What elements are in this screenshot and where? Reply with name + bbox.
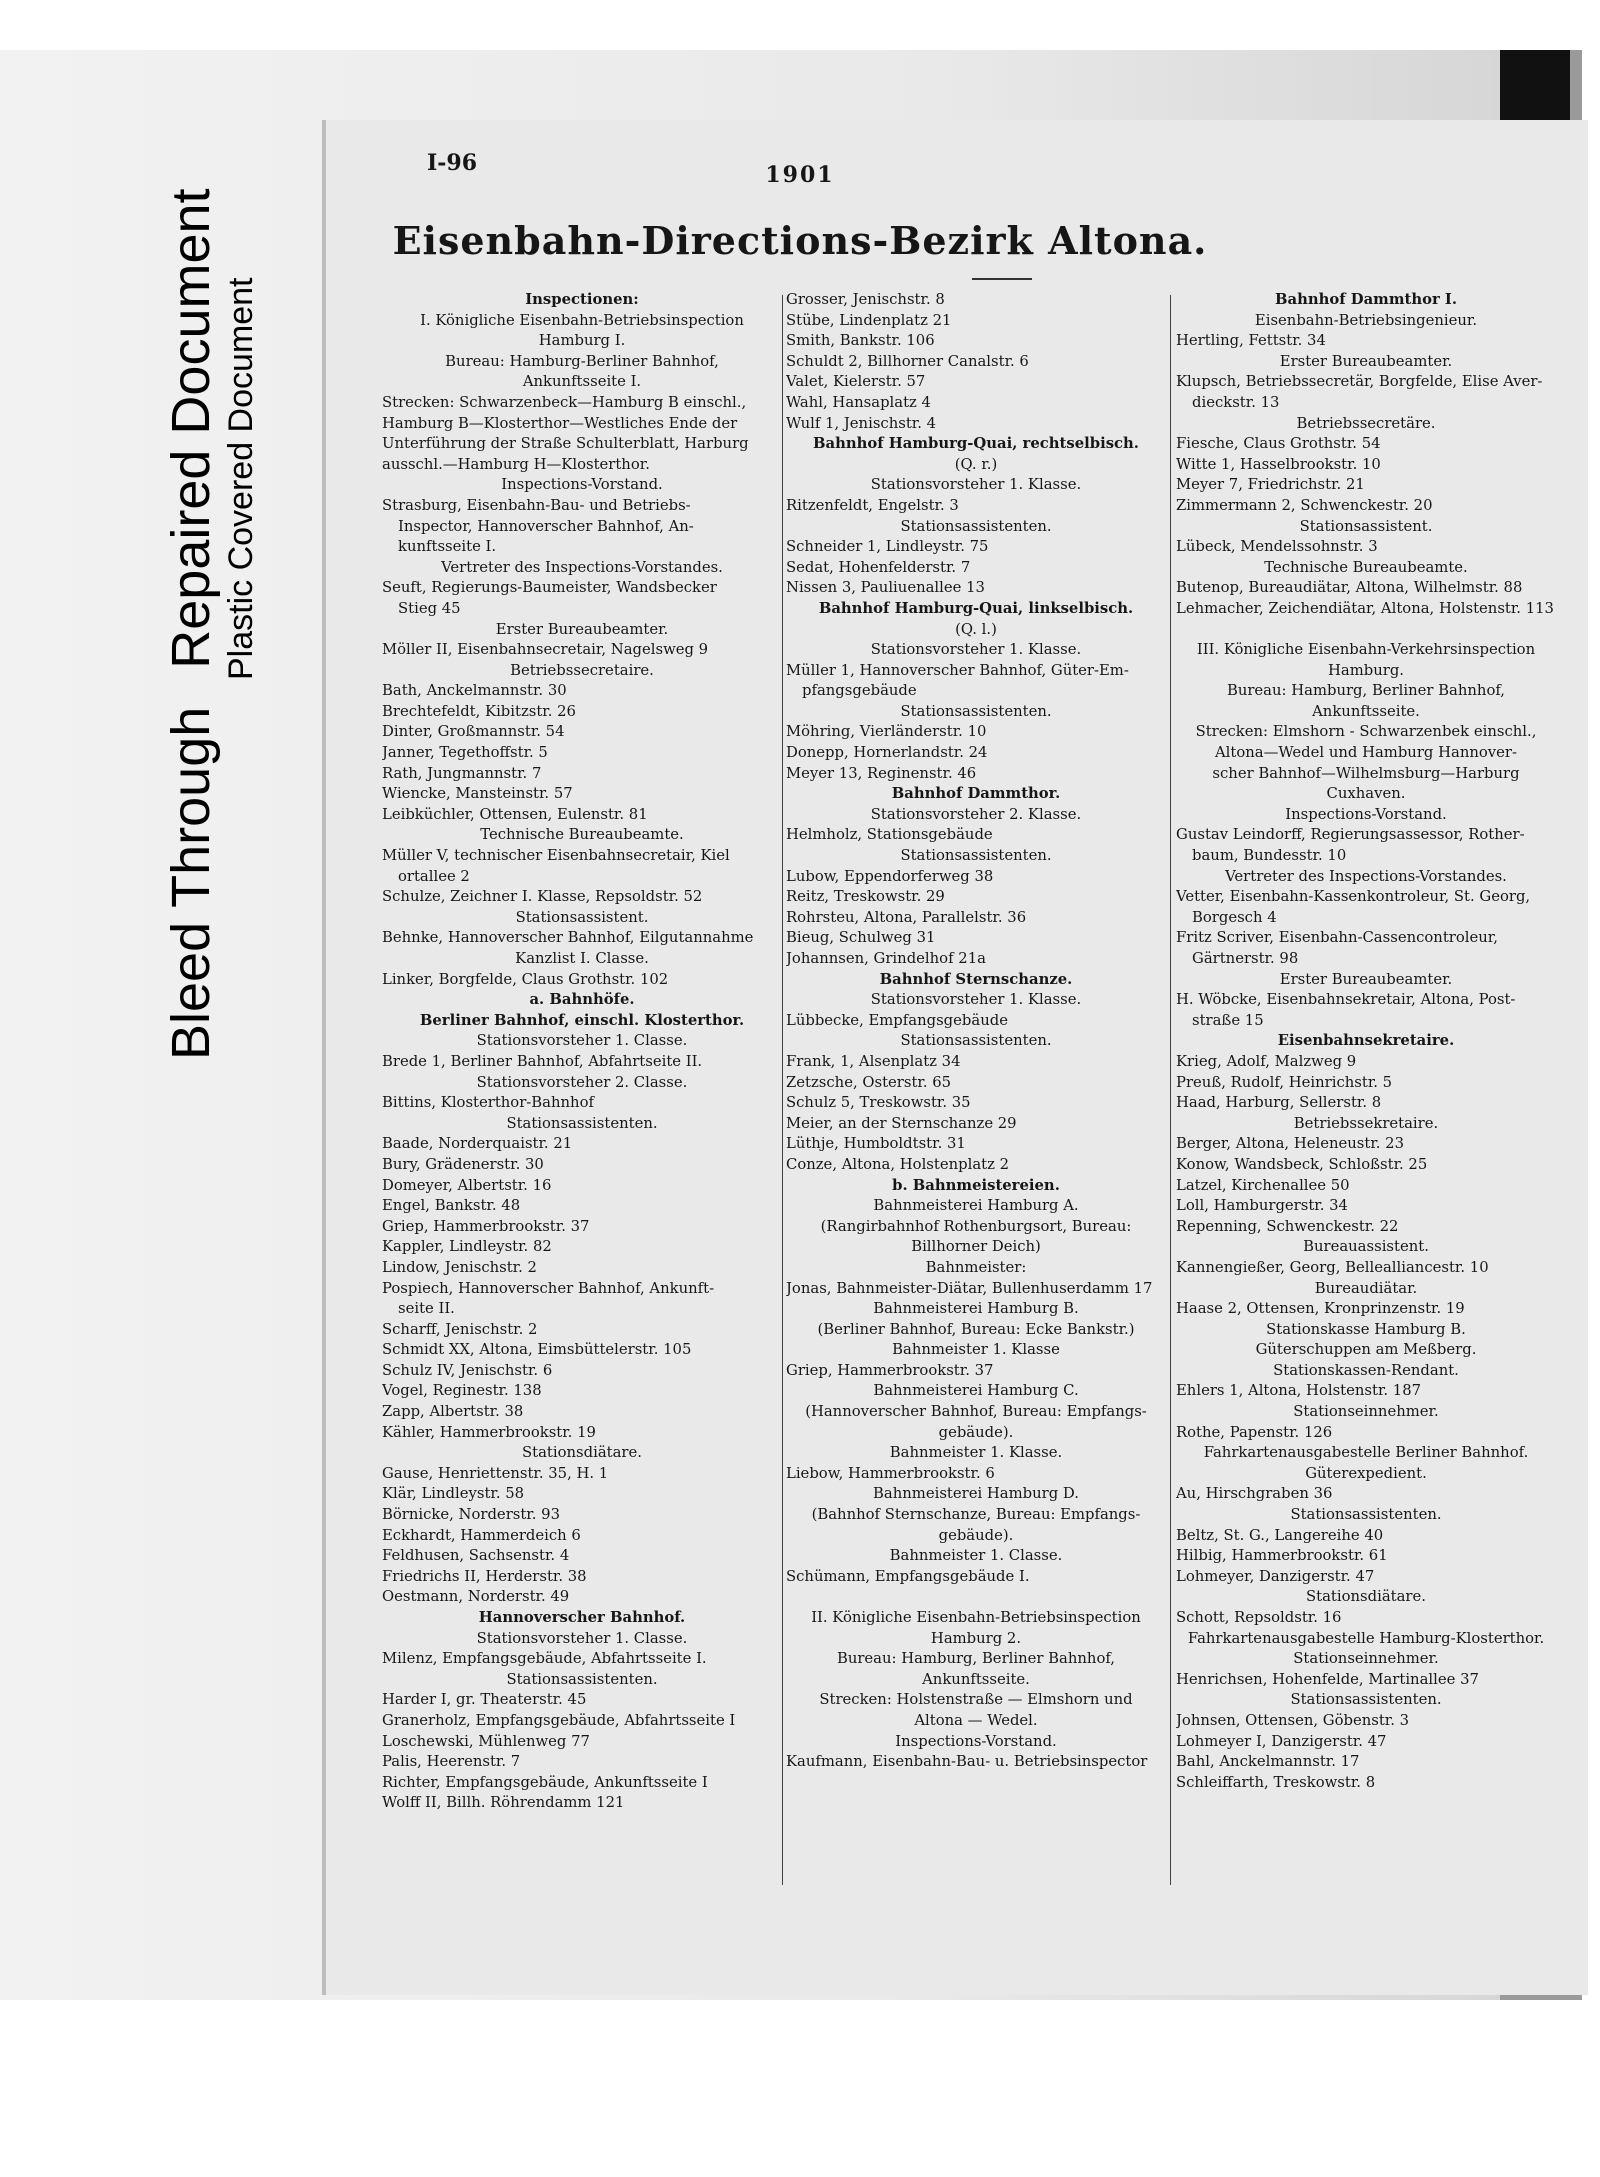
entry-line: Feldhusen, Sachsenstr. 4	[382, 1547, 570, 1565]
entry-line: Ritzenfeldt, Engelstr. 3	[786, 496, 959, 514]
entry-line: Zetzsche, Osterstr. 65	[786, 1073, 952, 1091]
entry-line: Klär, Lindleystr. 58	[382, 1485, 525, 1503]
subheading-line: Hamburg.	[1327, 661, 1404, 679]
entry-line: Repenning, Schwenckestr. 22	[1176, 1217, 1399, 1235]
entry-line: Sedat, Hohenfelderstr. 7	[786, 558, 971, 576]
entry-line: Inspector, Hannoverscher Bahnhof, An-	[398, 517, 694, 535]
entry-line: Henrichsen, Hohenfelde, Martinallee 37	[1176, 1670, 1479, 1688]
subheading-line: Betriebssecretaire.	[510, 661, 654, 679]
subheading-line: gebäude).	[938, 1526, 1014, 1544]
subheading-line: Stationsvorsteher 1. Klasse.	[870, 641, 1082, 659]
page-number: I-96	[427, 150, 478, 176]
subheading-line: Vertreter des Inspections-Vorstandes.	[1225, 867, 1507, 885]
entry-line: Möller II, Eisenbahnsecretair, Nagelsweg 9	[382, 641, 709, 659]
subheading-line: Ankunftsseite I.	[522, 373, 642, 391]
subheading-line: Stationseinnehmer.	[1293, 1650, 1439, 1668]
subheading-line: Bahnmeisterei Hamburg C.	[873, 1382, 1079, 1400]
entry-line: Butenop, Bureaudiätar, Altona, Wilhelmstr. 88	[1176, 579, 1523, 597]
entry-line: Schmidt XX, Altona, Eimsbüttelerstr. 105	[382, 1341, 692, 1359]
entry-line: Schuldt 2, Billhorner Canalstr. 6	[786, 352, 1029, 370]
entry-line: Smith, Bankstr. 106	[786, 332, 935, 350]
subheading-line: Ankunftsseite.	[922, 1670, 1030, 1688]
entry-line: Borgesch 4	[1192, 908, 1277, 926]
entry-line: Loschewski, Mühlenweg 77	[382, 1732, 590, 1750]
subheading-line: Kanzlist I. Classe.	[515, 950, 649, 967]
section-heading: b. Bahnmeistereien.	[892, 1176, 1060, 1194]
entry-line: Johnsen, Ottensen, Göbenstr. 3	[1176, 1711, 1410, 1729]
subheading-line: Stationsassistenten.	[506, 1670, 658, 1688]
section-heading: a. Bahnhöfe.	[529, 991, 635, 1009]
entry-line: Grosser, Jenischstr. 8	[786, 291, 945, 308]
entry-line: Kähler, Hammerbrookstr. 19	[382, 1423, 596, 1441]
subheading-line: Stationsassistenten.	[900, 517, 1052, 535]
entry-line	[786, 1587, 1166, 1608]
entry-line: Strasburg, Eisenbahn-Bau- und Betriebs-	[382, 496, 691, 514]
subheading-line: Technische Bureaubeamte.	[480, 826, 684, 844]
subheading-line: Bureauassistent.	[1303, 1238, 1429, 1256]
entry-line: Milenz, Empfangsgebäude, Abfahrtsseite I.	[382, 1650, 707, 1668]
subheading-line: Bahnmeister 1. Klasse	[892, 1341, 1060, 1359]
section-heading: Hannoverscher Bahnhof.	[478, 1609, 686, 1626]
entry-line: Granerholz, Empfangsgebäude, Abfahrtsseite I	[382, 1711, 736, 1729]
subheading-line: I. Königliche Eisenbahn-Betriebsinspection	[420, 311, 744, 329]
subheading-line: Stationsdiätare.	[1306, 1588, 1426, 1606]
entry-line: Müller 1, Hannoverscher Bahnhof, Güter-Em-	[786, 661, 1129, 679]
entry-line: Eckhardt, Hammerdeich 6	[382, 1526, 581, 1544]
subheading-line: Bahnmeisterei Hamburg B.	[873, 1300, 1079, 1318]
subheading-line: Stationsassistenten.	[1290, 1506, 1442, 1524]
entry-line: Wahl, Hansaplatz 4	[786, 393, 931, 411]
page-title: Eisenbahn-Directions-Bezirk Altona.	[392, 218, 1208, 263]
entry-line: Beltz, St. G., Langereihe 40	[1176, 1526, 1384, 1544]
text-column-right	[1176, 290, 1556, 1793]
subheading-line: Bahnmeisterei Hamburg D.	[873, 1485, 1079, 1503]
label-bleed-through: Bleed Through	[160, 706, 221, 1060]
entry-line: Ehlers 1, Altona, Holstenstr. 187	[1176, 1382, 1422, 1400]
entry-line: Johannsen, Grindelhof 21a	[786, 950, 986, 967]
subheading-line: Inspections-Vorstand.	[501, 476, 663, 494]
entry-line: Schleiffarth, Treskowstr. 8	[1176, 1773, 1376, 1791]
subheading-line: Bahnmeister:	[925, 1258, 1027, 1276]
section-heading: Bahnhof Hamburg-Quai, rechtselbisch.	[813, 435, 1139, 453]
subheading-line: Güterschuppen am Meßberg.	[1255, 1341, 1477, 1359]
entry-line: Bath, Anckelmannstr. 30	[382, 682, 567, 700]
entry-line: Preuß, Rudolf, Heinrichstr. 5	[1176, 1073, 1393, 1091]
entry-line: Wolff II, Billh. Röhrendamm 121	[382, 1794, 625, 1812]
subheading-line: Stationseinnehmer.	[1293, 1403, 1439, 1421]
subheading-line: Bureaudiätar.	[1314, 1279, 1418, 1297]
entry-line: ausschl.—Hamburg H—Klosterthor.	[382, 455, 650, 473]
subheading-line: Bahnmeister 1. Klasse.	[889, 1444, 1063, 1462]
text-column-left	[382, 290, 782, 1814]
subheading-line: Strecken: Holstenstraße — Elmshorn und	[819, 1691, 1133, 1709]
entry-line: Jonas, Bahnmeister-Diätar, Bullenhuserdamm 17	[786, 1279, 1153, 1297]
entry-line: Loll, Hamburgerstr. 34	[1176, 1197, 1348, 1215]
subheading-line: Fahrkartenausgabestelle Berliner Bahnhof.	[1203, 1444, 1529, 1462]
subheading-line: II. Königliche Eisenbahn-Betriebsinspection	[811, 1609, 1141, 1626]
entry-line: Richter, Empfangsgebäude, Ankunftsseite I	[382, 1773, 708, 1791]
entry-line: Lehmacher, Zeichendiätar, Altona, Holstenstr. 113	[1176, 599, 1554, 617]
entry-line: H. Wöbcke, Eisenbahnsekretair, Altona, Post-	[1176, 991, 1516, 1009]
entry-line: pfangsgebäude	[802, 682, 917, 700]
subheading-line: Vertreter des Inspections-Vorstandes.	[441, 558, 723, 576]
entry-line: Fritz Scriver, Eisenbahn-Cassencontroleur,	[1176, 929, 1498, 947]
entry-line: kunftsseite I.	[398, 538, 497, 556]
subheading-line: Betriebssekretaire.	[1293, 1114, 1439, 1132]
subheading-line: Bureau: Hamburg, Berliner Bahnhof,	[836, 1650, 1116, 1668]
entry-line: Meyer 7, Friedrichstr. 21	[1176, 476, 1365, 494]
entry-line: Schott, Repsoldstr. 16	[1176, 1609, 1342, 1626]
subheading-line: Billhorner Deich)	[911, 1238, 1041, 1256]
entry-line: Kannengießer, Georg, Bellealliancestr. 10	[1176, 1258, 1489, 1276]
subheading-line: Stationsvorsteher 2. Classe.	[476, 1073, 688, 1091]
entry-line: Liebow, Hammerbrookstr. 6	[786, 1464, 995, 1482]
entry-line: Friedrichs II, Herderstr. 38	[382, 1567, 587, 1585]
entry-line: Schulz IV, Jenischstr. 6	[382, 1361, 553, 1379]
entry-line: Schulz 5, Treskowstr. 35	[786, 1094, 971, 1112]
entry-line: Zimmermann 2, Schwenckestr. 20	[1176, 496, 1433, 514]
entry-line: seite II.	[398, 1300, 455, 1318]
label-plastic-covered: Plastic Covered Document	[221, 277, 260, 680]
entry-line: Oestmann, Norderstr. 49	[382, 1588, 570, 1606]
entry-line: Schulze, Zeichner I. Klasse, Repsoldstr. 52	[382, 888, 703, 906]
subheading-line: Fahrkartenausgabestelle Hamburg-Klosterthor.	[1187, 1629, 1545, 1647]
subheading-line: Stationsvorsteher 1. Classe.	[476, 1629, 688, 1647]
entry-line: Baade, Norderquaistr. 21	[382, 1135, 573, 1153]
entry-line: Meyer 13, Reginenstr. 46	[786, 764, 977, 782]
entry-line: Bieug, Schulweg 31	[786, 929, 936, 947]
subheading-line: Stationsassistenten.	[900, 1032, 1052, 1050]
entry-line: Hertling, Fettstr. 34	[1176, 332, 1326, 350]
entry-line: Domeyer, Albertstr. 16	[382, 1176, 552, 1194]
label-repaired-document: Repaired Document	[160, 188, 221, 669]
entry-line: Schneider 1, Lindleystr. 75	[786, 538, 989, 556]
entry-line: Krieg, Adolf, Malzweg 9	[1176, 1052, 1357, 1070]
text-column-middle	[786, 290, 1166, 1773]
entry-line: Pospiech, Hannoverscher Bahnhof, Ankunft-	[382, 1279, 715, 1297]
subheading-line: Erster Bureaubeamter.	[1279, 352, 1453, 370]
entry-line: ortallee 2	[398, 867, 470, 885]
entry-line: Donepp, Hornerlandstr. 24	[786, 744, 988, 762]
entry-line: Seuft, Regierungs-Baumeister, Wandsbecker	[382, 579, 717, 597]
entry-line: Reitz, Treskowstr. 29	[786, 888, 945, 906]
subheading-line: Bahnmeisterei Hamburg A.	[873, 1197, 1079, 1215]
subheading-line: Bahnmeister 1. Classe.	[889, 1547, 1063, 1565]
subheading-line: Altona—Wedel und Hamburg Hannover-	[1215, 744, 1517, 762]
entry-line: Vogel, Reginestr. 138	[382, 1382, 542, 1400]
subheading-line: (Berliner Bahnhof, Bureau: Ecke Bankstr.)	[817, 1320, 1135, 1338]
entry-line: Schümann, Empfangsgebäude I.	[786, 1567, 1030, 1585]
entry-line: Dinter, Großmannstr. 54	[382, 723, 565, 741]
subheading-line: Stationsvorsteher 2. Klasse.	[870, 805, 1082, 823]
subheading-line: III. Königliche Eisenbahn-Verkehrsinspection	[1196, 641, 1536, 659]
subheading-line: Inspections-Vorstand.	[895, 1732, 1057, 1750]
subheading-line: Stationsdiätare.	[522, 1444, 642, 1462]
entry-line: Witte 1, Hasselbrookstr. 10	[1176, 455, 1381, 473]
subheading-line: Hamburg 2.	[930, 1629, 1022, 1647]
entry-line: Harder I, gr. Theaterstr. 45	[382, 1691, 587, 1709]
subheading-line: Erster Bureaubeamter.	[1279, 970, 1453, 988]
subheading-line: Stationsassistenten.	[900, 702, 1052, 720]
entry-line: Frank, 1, Alsenplatz 34	[786, 1052, 961, 1070]
entry-line: Engel, Bankstr. 48	[382, 1197, 521, 1215]
subheading-line: (Hannoverscher Bahnhof, Bureau: Empfangs-	[805, 1403, 1147, 1421]
entry-line: Strecken: Schwarzenbeck—Hamburg B einschl.,	[382, 393, 747, 411]
subheading-line: (Q. l.)	[955, 620, 997, 638]
entry-line: Lohmeyer I, Danzigerstr. 47	[1176, 1732, 1387, 1750]
entry-line: Zapp, Albertstr. 38	[382, 1403, 524, 1421]
subheading-line: (Rangirbahnhof Rothenburgsort, Bureau:	[820, 1217, 1132, 1235]
entry-line: Brede 1, Berliner Bahnhof, Abfahrtseite II.	[382, 1052, 703, 1070]
entry-line: Conze, Altona, Holstenplatz 2	[786, 1155, 1010, 1173]
entry-line: Janner, Tegethoffstr. 5	[382, 744, 548, 762]
entry-line: Linker, Borgfelde, Claus Grothstr. 102	[382, 970, 669, 988]
entry-line: Scharff, Jenischstr. 2	[382, 1320, 538, 1338]
entry-line: Lindow, Jenischstr. 2	[382, 1258, 537, 1276]
entry-line: Berger, Altona, Heleneustr. 23	[1176, 1135, 1405, 1153]
subheading-line: Betriebssecretäre.	[1296, 414, 1436, 432]
entry-line: Latzel, Kirchenallee 50	[1176, 1176, 1350, 1194]
subheading-line: Erster Bureaubeamter.	[495, 620, 669, 638]
subheading-line: Ankunftsseite.	[1312, 702, 1420, 720]
subheading-line: Stationsvorsteher 1. Klasse.	[870, 476, 1082, 494]
entry-line: Hilbig, Hammerbrookstr. 61	[1176, 1547, 1388, 1565]
title-rule	[972, 278, 1032, 280]
entry-line: Wulf 1, Jenischstr. 4	[786, 414, 937, 432]
entry-line: Gause, Henriettenstr. 35, H. 1	[382, 1464, 609, 1482]
subheading-line: scher Bahnhof—Wilhelmsburg—Harburg	[1212, 764, 1520, 782]
entry-line: Kaufmann, Eisenbahn-Bau- u. Betriebsinspector	[786, 1753, 1148, 1771]
section-heading: Bahnhof Dammthor.	[891, 785, 1061, 803]
subheading-line: Cuxhaven.	[1326, 785, 1406, 803]
entry-line: Unterführung der Straße Schulterblatt, Harburg	[382, 435, 749, 453]
year-heading: 1901	[765, 162, 835, 188]
entry-line: Vetter, Eisenbahn-Kassenkontroleur, St. Georg,	[1176, 888, 1531, 906]
entry-line: Brechtefeldt, Kibitzstr. 26	[382, 702, 576, 720]
subheading-line: Eisenbahn-Betriebsingenieur.	[1254, 311, 1478, 329]
entry-line: Rothe, Papenstr. 126	[1176, 1423, 1333, 1441]
entry-line: Möhring, Vierländerstr. 10	[786, 723, 987, 741]
entry-line: Börnicke, Norderstr. 93	[382, 1506, 560, 1524]
subheading-line: Stationskasse Hamburg B.	[1266, 1320, 1466, 1338]
subheading-line: Stationsassistenten.	[1290, 1691, 1442, 1709]
entry-line: Lubow, Eppendorferweg 38	[786, 867, 994, 885]
subheading-line: Hamburg I.	[538, 332, 626, 350]
subheading-line: Bureau: Hamburg, Berliner Bahnhof,	[1226, 682, 1506, 700]
subheading-line: Stationsassistent.	[515, 908, 649, 926]
subheading-line: Technische Bureaubeamte.	[1264, 558, 1468, 576]
entry-line: Palis, Heerenstr. 7	[382, 1753, 521, 1771]
entry-line: Gärtnerstr. 98	[1192, 950, 1299, 967]
entry-line: Kappler, Lindleystr. 82	[382, 1238, 552, 1256]
subheading-line: Güterexpedient.	[1305, 1464, 1427, 1482]
entry-line: Fiesche, Claus Grothstr. 54	[1176, 435, 1381, 453]
entry-line: Lohmeyer, Danzigerstr. 47	[1176, 1567, 1375, 1585]
entry-line: Nissen 3, Pauliuenallee 13	[786, 579, 985, 597]
entry-line: Meier, an der Sternschanze 29	[786, 1114, 1017, 1132]
subheading-line: gebäude).	[938, 1423, 1014, 1441]
entry-line: Konow, Wandsbeck, Schloßstr. 25	[1176, 1155, 1428, 1173]
subheading-line: Stationsassistenten.	[506, 1114, 658, 1132]
section-heading: Eisenbahnsekretaire.	[1277, 1032, 1455, 1050]
section-heading: Bahnhof Hamburg-Quai, linkselbisch.	[818, 599, 1134, 617]
entry-line: Wiencke, Mansteinstr. 57	[382, 785, 573, 803]
entry-line: Bahl, Anckelmannstr. 17	[1176, 1753, 1360, 1771]
subheading-line: Stationskassen-Rendant.	[1273, 1361, 1459, 1379]
entry-line: Gustav Leindorff, Regierungsassessor, Rother-	[1176, 826, 1525, 844]
entry-line: Bury, Grädenerstr. 30	[382, 1155, 544, 1173]
entry-line: Valet, Kielerstr. 57	[786, 373, 926, 391]
entry-line: Griep, Hammerbrookstr. 37	[786, 1361, 994, 1379]
subheading-line: Stationsvorsteher 1. Classe.	[476, 1032, 688, 1050]
entry-line: Lübeck, Mendelssohnstr. 3	[1176, 538, 1378, 556]
entry-line: Müller V, technischer Eisenbahnsecretair, Kiel	[382, 847, 730, 865]
entry-line: dieckstr. 13	[1192, 393, 1280, 411]
section-heading: Berliner Bahnhof, einschl. Klosterthor.	[419, 1011, 745, 1029]
entry-line: Au, Hirschgraben 36	[1176, 1485, 1333, 1503]
subheading-line: (Q. r.)	[954, 455, 998, 473]
entry-line: Helmholz, Stationsgebäude	[786, 826, 993, 844]
entry-line: Stieg 45	[398, 599, 461, 617]
entry-line: Haad, Harburg, Sellerstr. 8	[1176, 1094, 1382, 1112]
subheading-line: Stationsassistenten.	[900, 847, 1052, 865]
entry-line: Rohrsteu, Altona, Parallelstr. 36	[786, 908, 1027, 926]
column-divider-left	[782, 295, 783, 1885]
entry-line: Behnke, Hannoverscher Bahnhof, Eilgutannahme	[382, 929, 754, 947]
entry-line: Griep, Hammerbrookstr. 37	[382, 1217, 590, 1235]
subheading-line: Inspections-Vorstand.	[1285, 805, 1447, 823]
entry-line: Hamburg B—Klosterthor—Westliches Ende der	[382, 414, 738, 432]
entry-line: Bittins, Klosterthor-Bahnhof	[382, 1094, 594, 1112]
section-heading: Inspectionen:	[525, 291, 639, 308]
subheading-line: Bureau: Hamburg-Berliner Bahnhof,	[445, 352, 719, 370]
subheading-line: (Bahnhof Sternschanze, Bureau: Empfangs-	[811, 1506, 1141, 1524]
subheading-line: Strecken: Elmshorn - Schwarzenbek einschl.,	[1195, 723, 1537, 741]
entry-line	[1176, 620, 1556, 641]
entry-line: baum, Bundesstr. 10	[1192, 847, 1347, 865]
section-heading: Bahnhof Dammthor I.	[1275, 291, 1457, 308]
entry-line: Lübbecke, Empfangsgebäude	[786, 1011, 1008, 1029]
entry-line: Haase 2, Ottensen, Kronprinzenstr. 19	[1176, 1300, 1465, 1318]
document-condition-label	[110, 0, 310, 1060]
subheading-line: Stationsvorsteher 1. Klasse.	[870, 991, 1082, 1009]
entry-line: Lüthje, Humboldtstr. 31	[786, 1135, 966, 1153]
section-heading: Bahnhof Sternschanze.	[879, 970, 1073, 988]
entry-line: Klupsch, Betriebssecretär, Borgfelde, Elise Aver-	[1176, 373, 1543, 391]
subheading-line: Altona — Wedel.	[914, 1711, 1038, 1729]
entry-line: Stübe, Lindenplatz 21	[786, 311, 952, 329]
entry-line: Rath, Jungmannstr. 7	[382, 764, 542, 782]
subheading-line: Stationsassistent.	[1299, 517, 1433, 535]
entry-line: straße 15	[1192, 1011, 1264, 1029]
column-divider-right	[1170, 295, 1171, 1885]
entry-line: Leibküchler, Ottensen, Eulenstr. 81	[382, 805, 648, 823]
